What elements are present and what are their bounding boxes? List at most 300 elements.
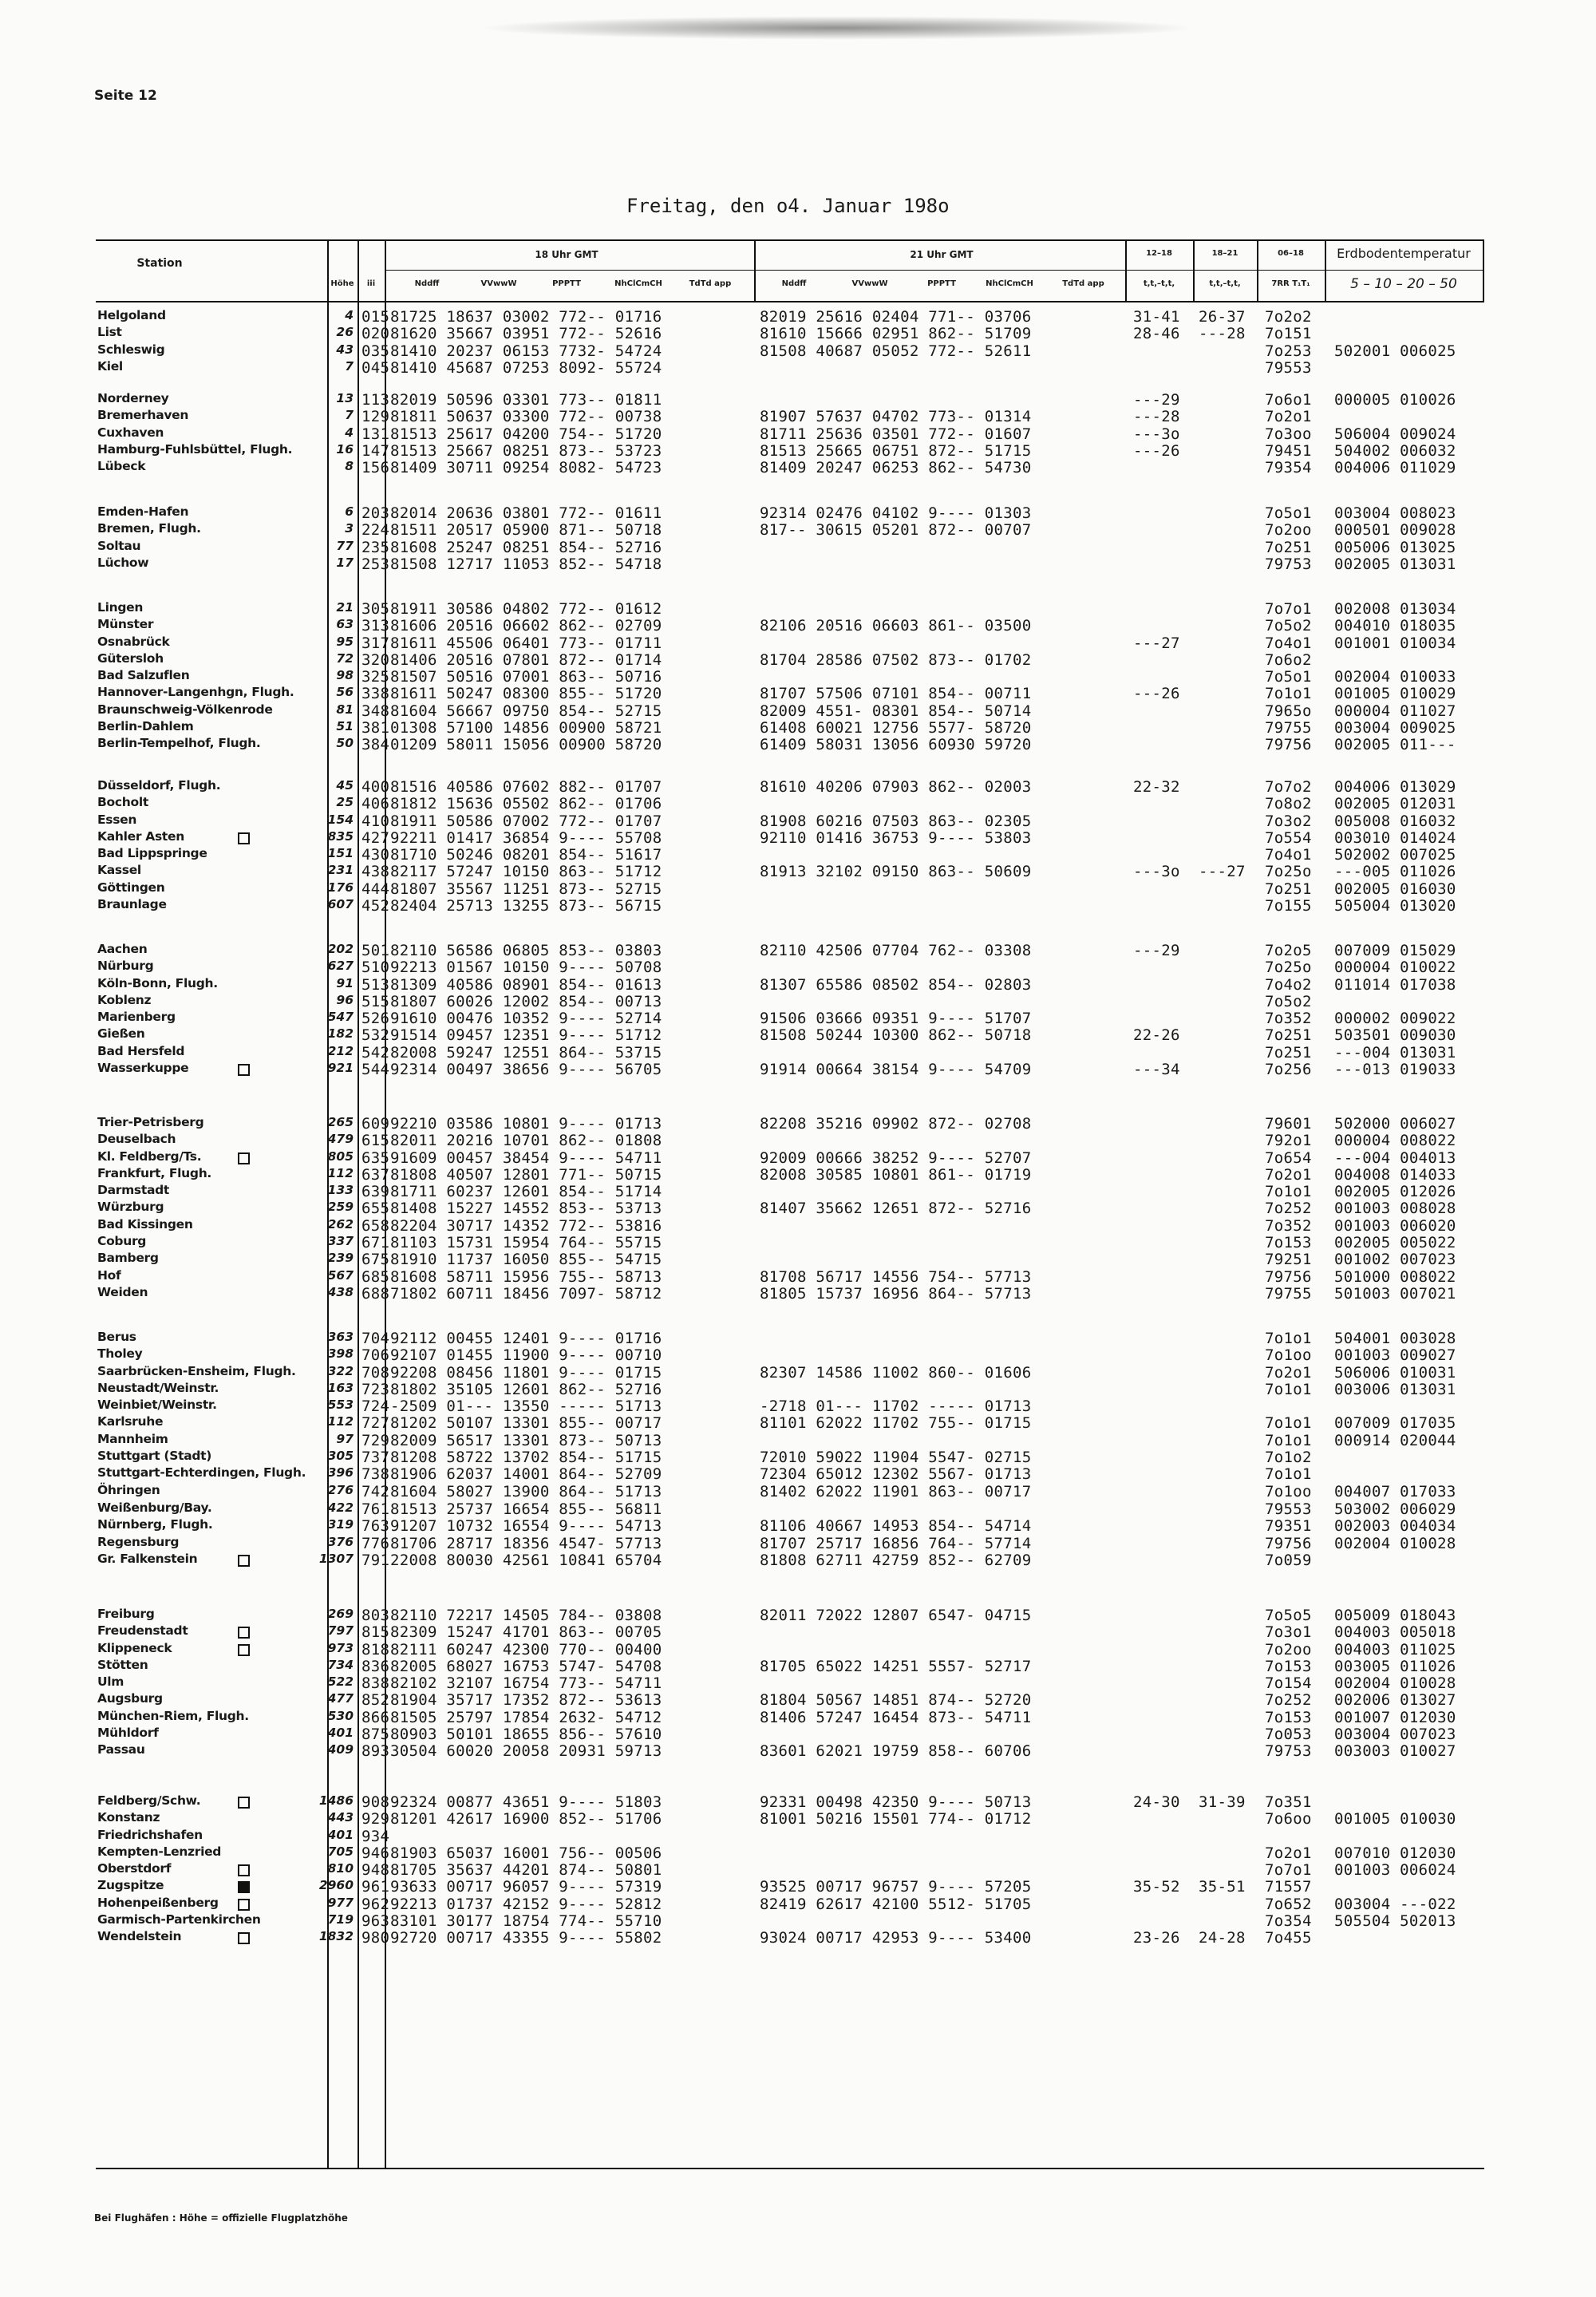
temp-range-2: 26-37 — [1199, 308, 1246, 326]
table-row — [0, 942, 1596, 959]
station-name: Berlin-Dahlem — [97, 719, 194, 734]
obs-21-utc: 81707 57506 07101 854-- 00711 — [760, 685, 1032, 703]
station-index: 384 — [361, 736, 390, 754]
header-mid-rule-b — [1125, 270, 1483, 271]
station-name: Gießen — [97, 1026, 145, 1042]
precip-group: 7o1oo — [1265, 1482, 1312, 1500]
table-row — [0, 880, 1596, 897]
precip-group: 7o2o1 — [1265, 1363, 1312, 1382]
station-index: 761 — [361, 1500, 390, 1518]
station-index: 671 — [361, 1234, 390, 1252]
obs-21-utc: 81307 65586 08502 854-- 02803 — [760, 975, 1032, 994]
header-nddff-21: Nddff — [781, 279, 807, 288]
soil-temperature: 002005 012026 — [1334, 1183, 1456, 1201]
station-height: 977 — [327, 1895, 354, 1910]
temp-range-1: ---3o — [1133, 425, 1180, 443]
station-height: 56 — [336, 685, 354, 700]
station-index: 501 — [361, 942, 390, 959]
obs-21-utc: 81101 62022 11702 755-- 01715 — [760, 1414, 1032, 1433]
soil-temperature: 003004 ---022 — [1334, 1895, 1456, 1913]
table-row — [0, 1183, 1596, 1200]
obs-18-utc: 81516 40586 07602 882-- 01707 — [390, 778, 662, 796]
station-index: 685 — [361, 1267, 390, 1286]
square-icon — [238, 1627, 250, 1639]
station-height: 13 — [336, 391, 354, 405]
table-row — [0, 308, 1596, 325]
station-height: 376 — [327, 1534, 354, 1549]
obs-18-utc: 92720 00717 43355 9---- 55802 — [390, 1929, 662, 1947]
precip-group: 7o5o5 — [1265, 1607, 1312, 1624]
station-index: 045 — [361, 358, 390, 377]
station-height: 112 — [327, 1414, 354, 1429]
station-name: Bamberg — [97, 1251, 159, 1266]
precip-group: 79756 — [1265, 736, 1312, 754]
station-name: Tholey — [97, 1346, 143, 1362]
precip-group: 792o1 — [1265, 1132, 1312, 1150]
precip-group: 79756 — [1265, 1267, 1312, 1286]
station-height: 438 — [327, 1284, 354, 1299]
temp-range-1: ---26 — [1133, 441, 1180, 460]
station-index: 724 — [361, 1398, 390, 1416]
station-height: 43 — [336, 342, 354, 357]
station-index: 639 — [361, 1183, 390, 1201]
station-height: 97 — [336, 1431, 354, 1446]
station-name: Freudenstadt — [97, 1623, 188, 1639]
station-index: 908 — [361, 1793, 390, 1811]
station-name: Wendelstein — [97, 1929, 182, 1944]
soil-temperature: 506004 009024 — [1334, 425, 1456, 443]
table-row — [0, 863, 1596, 880]
station-name: Stuttgart (Stadt) — [97, 1449, 212, 1464]
station-index: 305 — [361, 600, 390, 618]
obs-18-utc: 91514 09457 12351 9---- 51712 — [390, 1026, 662, 1045]
soil-temperature: 503002 006029 — [1334, 1500, 1456, 1518]
precip-group: 7o25o — [1265, 863, 1312, 881]
table-row — [0, 1607, 1596, 1623]
station-height: 422 — [327, 1500, 354, 1515]
header-tdtd-18: TdTd app — [689, 279, 732, 288]
station-index: 791 — [361, 1551, 390, 1569]
soil-temperature: 002005 013031 — [1334, 555, 1456, 573]
obs-18-utc: 82019 50596 03301 773-- 01811 — [390, 391, 662, 409]
soil-temperature: 001003 008028 — [1334, 1200, 1456, 1218]
precip-group: 7o354 — [1265, 1912, 1312, 1931]
table-row — [0, 685, 1596, 702]
temp-range-1: ---3o — [1133, 863, 1180, 881]
station-name: Bad Salzuflen — [97, 668, 190, 683]
station-height: 2960 — [318, 1878, 354, 1893]
soil-temperature: 003010 014024 — [1334, 828, 1456, 847]
soil-temperature: 001003 006024 — [1334, 1861, 1456, 1880]
table-row — [0, 1285, 1596, 1302]
soil-temperature: 002005 005022 — [1334, 1234, 1456, 1252]
square-icon — [238, 1932, 250, 1944]
obs-18-utc: 81408 15227 14552 853-- 53713 — [390, 1200, 662, 1218]
precip-group: 79351 — [1265, 1517, 1312, 1536]
station-name: Essen — [97, 812, 137, 827]
page-number: Seite 12 — [94, 88, 157, 104]
station-index: 934 — [361, 1827, 390, 1845]
station-index: 658 — [361, 1216, 390, 1235]
station-index: 704 — [361, 1330, 390, 1347]
station-index: 637 — [361, 1165, 390, 1184]
station-name: Bad Hersfeld — [97, 1043, 185, 1058]
table-row — [0, 829, 1596, 846]
station-index: 325 — [361, 668, 390, 686]
station-index: 609 — [361, 1115, 390, 1133]
station-name: Würzburg — [97, 1200, 164, 1215]
obs-21-utc: 81707 25717 16856 764-- 57714 — [760, 1534, 1032, 1552]
station-height: 1832 — [318, 1929, 354, 1944]
obs-18-utc: 81807 60026 12002 854-- 00713 — [390, 992, 662, 1010]
station-index: 875 — [361, 1726, 390, 1744]
table-row — [0, 1658, 1596, 1674]
table-row — [0, 1896, 1596, 1912]
station-name: List — [97, 325, 122, 340]
precip-group: 7o153 — [1265, 1708, 1312, 1726]
obs-21-utc: -2718 01--- 11702 ----- 01713 — [760, 1398, 1032, 1416]
precip-group: 7o554 — [1265, 828, 1312, 847]
soil-temperature: 000002 009022 — [1334, 1010, 1456, 1028]
table-row — [0, 812, 1596, 829]
temp-range-1: 35-52 — [1133, 1878, 1180, 1896]
precip-group: 79553 — [1265, 358, 1312, 377]
scan-smudge — [479, 16, 1197, 40]
precip-group: 7o6oo — [1265, 1810, 1312, 1829]
table-row — [0, 976, 1596, 993]
obs-18-utc: 81911 50586 07002 772-- 01707 — [390, 812, 662, 830]
soil-temperature: 003005 011026 — [1334, 1657, 1456, 1675]
table-row — [0, 325, 1596, 342]
station-index: 544 — [361, 1061, 390, 1079]
station-name: Wasserkuppe — [97, 1061, 189, 1076]
table-row — [0, 1217, 1596, 1234]
soil-temperature: 000005 010026 — [1334, 391, 1456, 409]
table-row — [0, 1268, 1596, 1285]
obs-21-utc: 81708 56717 14556 754-- 57713 — [760, 1267, 1032, 1286]
soil-temperature: 002005 012031 — [1334, 795, 1456, 813]
soil-temperature: ---013 019033 — [1334, 1061, 1456, 1079]
obs-18-utc: 92112 00455 12401 9---- 01716 — [390, 1330, 662, 1347]
temp-range-1: 24-30 — [1133, 1793, 1180, 1811]
station-name: München-Riem, Flugh. — [97, 1708, 249, 1723]
station-name: Zugspitze — [97, 1878, 164, 1893]
obs-18-utc: 81812 15636 05502 862-- 01706 — [390, 795, 662, 813]
station-height: 81 — [336, 702, 354, 717]
table-row — [0, 1517, 1596, 1534]
obs-18-utc: 81202 50107 13301 855-- 00717 — [390, 1414, 662, 1433]
table-row — [0, 504, 1596, 521]
table-row — [0, 1793, 1596, 1810]
obs-21-utc: 92314 02476 04102 9---- 01303 — [760, 504, 1032, 522]
obs-18-utc: 81201 42617 16900 852-- 51706 — [390, 1810, 662, 1829]
obs-21-utc: 82106 20516 06603 861-- 03500 — [760, 617, 1032, 635]
station-name: Neustadt/Weinstr. — [97, 1380, 219, 1395]
header-range-3-sub: 7RR T₁T₁ — [1271, 279, 1310, 288]
station-height: 262 — [327, 1216, 354, 1232]
station-name: Köln-Bonn, Flugh. — [97, 975, 218, 990]
obs-18-utc: 81611 50247 08300 855-- 51720 — [390, 685, 662, 703]
obs-21-utc: 83601 62021 19759 858-- 60706 — [760, 1742, 1032, 1761]
soil-temperature: 002004 010033 — [1334, 668, 1456, 686]
header-tdtd-21: TdTd app — [1062, 279, 1104, 288]
table-row — [0, 795, 1596, 812]
station-name: Weinbiet/Weinstr. — [97, 1398, 217, 1413]
precip-group: 7o1o1 — [1265, 1183, 1312, 1201]
temp-range-1: ---28 — [1133, 408, 1180, 426]
station-height: 3 — [345, 521, 354, 536]
soil-temperature: ---004 004013 — [1334, 1148, 1456, 1167]
soil-temperature: 501003 007021 — [1334, 1284, 1456, 1303]
station-name: Kl. Feldberg/Ts. — [97, 1148, 202, 1164]
obs-21-utc: 92009 00666 38252 9---- 52707 — [760, 1148, 1032, 1167]
square-icon — [238, 1555, 250, 1567]
station-index: 235 — [361, 538, 390, 556]
station-group — [0, 504, 1596, 572]
station-index: 147 — [361, 441, 390, 460]
station-height: 50 — [336, 736, 354, 751]
soil-temperature: 001007 012030 — [1334, 1708, 1456, 1726]
station-name: Gr. Falkenstein — [97, 1551, 198, 1566]
header-iii: iii — [366, 279, 376, 288]
obs-18-utc: 91610 00476 10352 9---- 52714 — [390, 1010, 662, 1028]
precip-group: 7o251 — [1265, 1026, 1312, 1045]
soil-temperature: 002004 010028 — [1334, 1534, 1456, 1552]
header-erdboden: Erdbodentemperatur — [1337, 246, 1471, 261]
station-name: Lingen — [97, 600, 144, 615]
table-row — [0, 1346, 1596, 1363]
station-name: Norderney — [97, 391, 169, 405]
soil-temperature: 502001 006025 — [1334, 342, 1456, 360]
station-height: 176 — [327, 880, 354, 895]
precip-group: 7o1o1 — [1265, 1431, 1312, 1449]
table-row — [0, 1200, 1596, 1216]
obs-18-utc: 81711 60237 12601 854-- 51714 — [390, 1183, 662, 1201]
obs-18-utc: 81706 28717 18356 4547- 57713 — [390, 1534, 662, 1552]
station-index: 410 — [361, 812, 390, 830]
table-row — [0, 1449, 1596, 1465]
table-row — [0, 359, 1596, 376]
station-height: 810 — [327, 1861, 354, 1876]
precip-group: 7o252 — [1265, 1200, 1312, 1218]
col-rule-end — [1483, 239, 1484, 301]
station-name: Kassel — [97, 863, 141, 878]
station-index: 427 — [361, 828, 390, 847]
station-height: 409 — [327, 1742, 354, 1757]
station-index: 961 — [361, 1878, 390, 1896]
obs-18-utc: 91207 10732 16554 9---- 54713 — [390, 1517, 662, 1536]
header-vvwww-18: VVwwW — [480, 279, 517, 288]
station-name: Lüchow — [97, 555, 149, 570]
table-row — [0, 1381, 1596, 1398]
station-name: Braunschweig-Völkenrode — [97, 702, 273, 717]
precip-group: 7o652 — [1265, 1895, 1312, 1913]
table-row — [0, 1149, 1596, 1166]
station-height: 479 — [327, 1132, 354, 1147]
soil-temperature: 502000 006027 — [1334, 1115, 1456, 1133]
soil-temperature: 001005 010029 — [1334, 685, 1456, 703]
obs-18-utc: 81103 15731 15954 764-- 55715 — [390, 1234, 662, 1252]
station-height: 26 — [336, 325, 354, 340]
obs-18-utc: 81705 35637 44201 874-- 50801 — [390, 1861, 662, 1880]
station-height: 1307 — [318, 1551, 354, 1566]
station-index: 818 — [361, 1640, 390, 1659]
obs-18-utc: 81620 35667 03951 772-- 52616 — [390, 325, 662, 343]
station-height: 45 — [336, 778, 354, 793]
soil-temperature: 505004 013020 — [1334, 897, 1456, 915]
obs-18-utc: 82008 59247 12551 864-- 53715 — [390, 1043, 662, 1062]
soil-temperature: 007009 015029 — [1334, 942, 1456, 959]
obs-21-utc: 81705 65022 14251 5557- 52717 — [760, 1657, 1032, 1675]
station-name: Garmisch-Partenkirchen — [97, 1912, 261, 1927]
obs-18-utc: 81508 12717 11053 852-- 54718 — [390, 555, 662, 573]
soil-temperature: 000501 009028 — [1334, 521, 1456, 540]
station-index: 838 — [361, 1674, 390, 1693]
obs-21-utc: 81913 32102 09150 863-- 50609 — [760, 863, 1032, 881]
table-row — [0, 1432, 1596, 1449]
table-row — [0, 635, 1596, 651]
obs-21-utc: 82208 35216 09902 872-- 02708 — [760, 1115, 1032, 1133]
precip-group: 7o252 — [1265, 1691, 1312, 1710]
obs-18-utc: 81608 58711 15956 755-- 58713 — [390, 1267, 662, 1286]
station-name: Konstanz — [97, 1810, 160, 1825]
station-name: Öhringen — [97, 1482, 160, 1497]
header-mid-rule-a — [385, 270, 1125, 271]
soil-temperature: 001001 010034 — [1334, 634, 1456, 652]
precip-group: 7o251 — [1265, 1043, 1312, 1062]
station-name: Trier-Petrisberg — [97, 1115, 204, 1129]
obs-18-utc: 92324 00877 43651 9---- 51803 — [390, 1793, 662, 1811]
precip-group: 7o351 — [1265, 1793, 1312, 1811]
obs-21-utc: 81907 57637 04702 773-- 01314 — [760, 408, 1032, 426]
station-height: 797 — [327, 1623, 354, 1639]
soil-temperature: 002003 004034 — [1334, 1517, 1456, 1536]
obs-18-utc: 92314 00497 38656 9---- 56705 — [390, 1061, 662, 1079]
station-name: Lübeck — [97, 459, 146, 474]
obs-21-utc: 81704 28586 07502 873-- 01702 — [760, 650, 1032, 669]
station-name: Hamburg-Fuhlsbüttel, Flugh. — [97, 441, 293, 457]
soil-temperature: 000004 011027 — [1334, 702, 1456, 720]
station-name: Kiel — [97, 358, 123, 374]
obs-21-utc: 81711 25636 03501 772-- 01607 — [760, 425, 1032, 443]
obs-18-utc: 81725 18637 03002 772-- 01716 — [390, 308, 662, 326]
station-name: Münster — [97, 617, 154, 632]
obs-21-utc: 81106 40667 14953 854-- 54714 — [760, 1517, 1032, 1536]
square-icon — [238, 1644, 250, 1656]
soil-temperature: 002008 013034 — [1334, 600, 1456, 618]
precip-group: 7o3o1 — [1265, 1623, 1312, 1642]
precip-group: 7o2oo — [1265, 521, 1312, 540]
table-row — [0, 1044, 1596, 1061]
station-name: Cuxhaven — [97, 425, 164, 440]
temp-range-1: ---34 — [1133, 1061, 1180, 1079]
station-height: 96 — [336, 992, 354, 1007]
table-row — [0, 1483, 1596, 1500]
header-range-3: 06–18 — [1278, 249, 1304, 258]
obs-18-utc: 01209 58011 15056 00900 58720 — [390, 736, 662, 754]
temp-range-2: 24-28 — [1199, 1929, 1246, 1947]
precip-group: 7o155 — [1265, 897, 1312, 915]
precip-group: 79756 — [1265, 1534, 1312, 1552]
soil-temperature: 000004 010022 — [1334, 959, 1456, 977]
obs-21-utc: 81508 40687 05052 772-- 52611 — [760, 342, 1032, 360]
station-index: 526 — [361, 1010, 390, 1028]
obs-21-utc: 72010 59022 11904 5547- 02715 — [760, 1449, 1032, 1467]
soil-temperature: 004010 018035 — [1334, 617, 1456, 635]
obs-21-utc: 81808 62711 42759 852-- 62709 — [760, 1551, 1032, 1569]
station-name: Aachen — [97, 942, 148, 956]
station-height: 63 — [336, 617, 354, 632]
station-name: Göttingen — [97, 880, 165, 895]
station-name: Regensburg — [97, 1534, 180, 1549]
station-index: 015 — [361, 308, 390, 326]
station-name: Mannheim — [97, 1431, 168, 1446]
obs-18-utc: 82011 20216 10701 862-- 01808 — [390, 1132, 662, 1150]
station-height: 973 — [327, 1640, 354, 1655]
soil-temperature: 001005 010030 — [1334, 1810, 1456, 1829]
table-row — [0, 442, 1596, 459]
precip-group: 7o153 — [1265, 1234, 1312, 1252]
precip-group: 7o2o5 — [1265, 942, 1312, 959]
temp-range-2: 35-51 — [1199, 1878, 1246, 1896]
station-index: 706 — [361, 1346, 390, 1365]
table-row — [0, 651, 1596, 668]
obs-18-utc: -2509 01--- 13550 ----- 51713 — [390, 1398, 662, 1416]
soil-temperature: 002006 013027 — [1334, 1691, 1456, 1710]
table-row — [0, 1465, 1596, 1482]
station-index: 253 — [361, 555, 390, 573]
station-index: 381 — [361, 719, 390, 737]
soil-temperature: 003003 010027 — [1334, 1742, 1456, 1761]
square-icon — [238, 1864, 250, 1876]
station-index: 020 — [361, 325, 390, 343]
precip-group: 71557 — [1265, 1878, 1312, 1896]
station-name: Hannover-Langenhgn, Flugh. — [97, 685, 294, 700]
station-name: Augsburg — [97, 1691, 163, 1706]
station-height: 567 — [327, 1267, 354, 1283]
obs-18-utc: 81802 35105 12601 862-- 52716 — [390, 1380, 662, 1398]
station-index: 313 — [361, 617, 390, 635]
precip-group: 79251 — [1265, 1251, 1312, 1269]
station-height: 51 — [336, 719, 354, 734]
table-row — [0, 736, 1596, 753]
station-height: 72 — [336, 650, 354, 666]
soil-temperature: 011014 017038 — [1334, 975, 1456, 994]
station-index: 113 — [361, 391, 390, 409]
table-row — [0, 1364, 1596, 1381]
station-index: 893 — [361, 1742, 390, 1761]
header-pppt-18: PPPTT — [552, 279, 581, 288]
table-row — [0, 1844, 1596, 1861]
header-nddff-18: Nddff — [414, 279, 440, 288]
obs-18-utc: 81410 45687 07253 8092- 55724 — [390, 358, 662, 377]
station-index: 655 — [361, 1200, 390, 1218]
table-row — [0, 425, 1596, 442]
square-icon — [238, 1064, 250, 1076]
station-height: 530 — [327, 1708, 354, 1723]
station-name: Marienberg — [97, 1010, 176, 1025]
precip-group: 7o455 — [1265, 1929, 1312, 1947]
station-height: 401 — [327, 1827, 354, 1842]
obs-18-utc: 81309 40586 08901 854-- 01613 — [390, 975, 662, 994]
station-index: 729 — [361, 1431, 390, 1449]
obs-18-utc: 81808 40507 12801 771-- 50715 — [390, 1165, 662, 1184]
table-row — [0, 846, 1596, 863]
footer-note: Bei Flughäfen : Höhe = offizielle Flugplatzhöhe — [94, 2212, 348, 2224]
precip-group: 7o352 — [1265, 1216, 1312, 1235]
precip-group: 7o1o1 — [1265, 1380, 1312, 1398]
header-range-1-sub: t,t,–t,t, — [1143, 279, 1175, 288]
